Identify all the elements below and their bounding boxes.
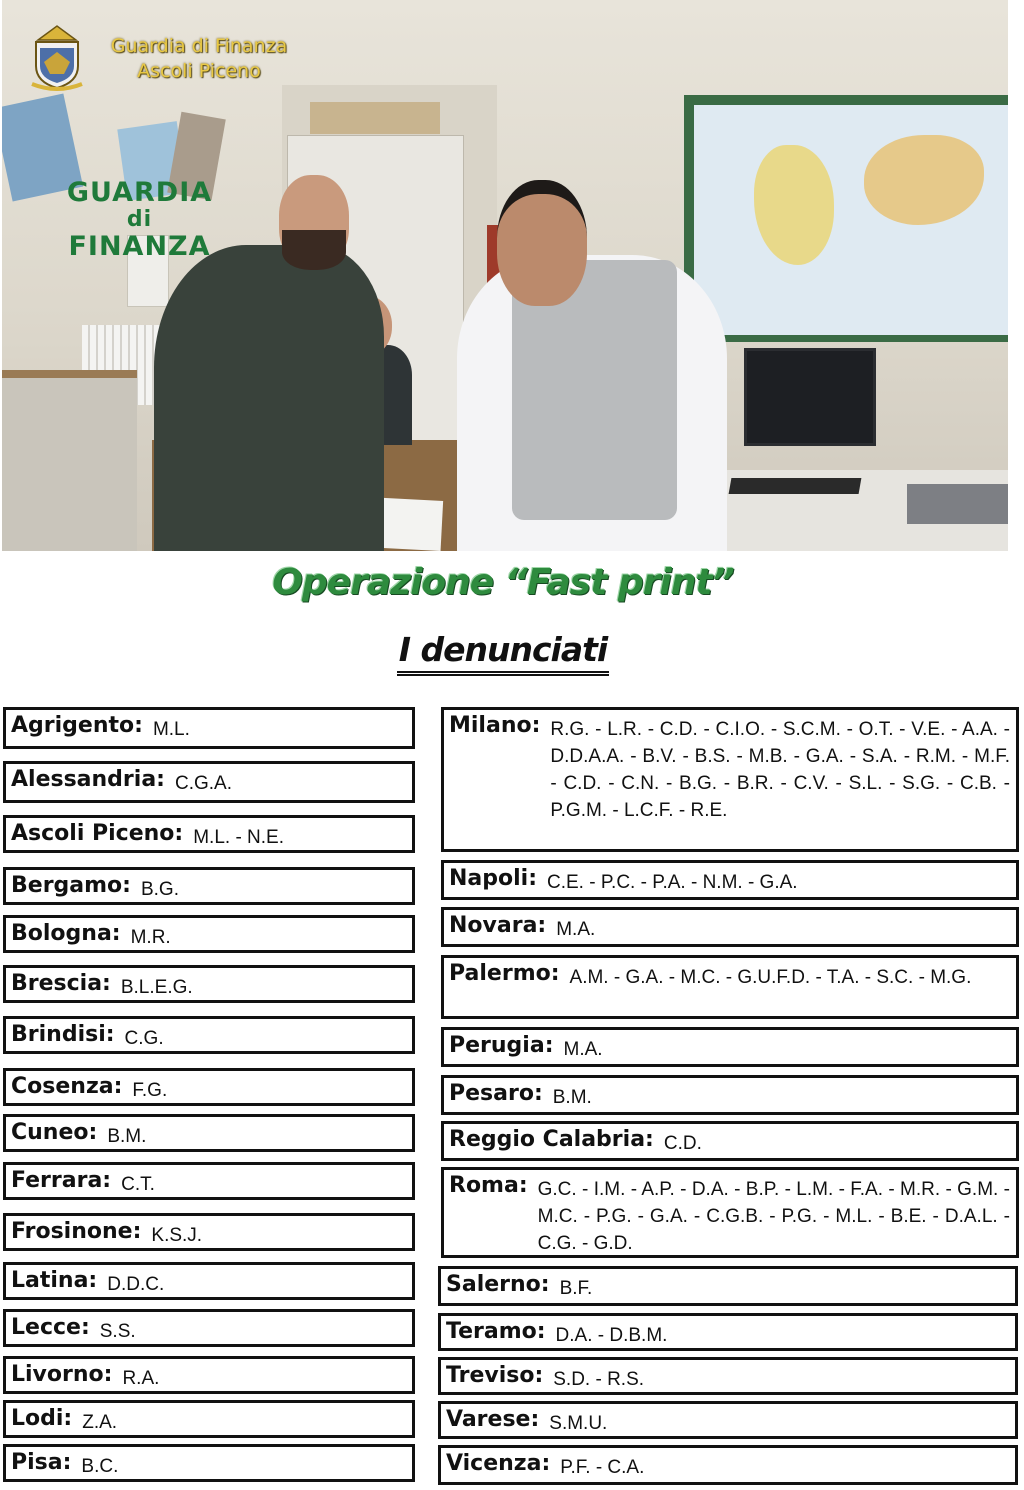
page-title: Operazione “Fast print” — [272, 562, 734, 603]
defendant-initials: F.G. — [132, 1080, 168, 1101]
city-box-latina — [3, 1262, 415, 1300]
defendant-initials: C.G. — [124, 1028, 164, 1049]
side-desk — [2, 370, 137, 551]
defendant-initials: M.L. — [152, 719, 190, 740]
city-box-bergamo — [3, 867, 415, 905]
keyboard — [729, 478, 862, 494]
defendant-initials: B.M. — [107, 1126, 147, 1147]
city-box-vicenza — [438, 1445, 1018, 1485]
city-name: Treviso: — [446, 1363, 544, 1388]
city-box-frosinone — [3, 1213, 415, 1251]
city-box-bologna — [3, 915, 415, 953]
defendant-initials: G.C. - I.M. - A.P. - D.A. - B.P. - L.M. - F.A. - M.R. - G.M. - M.C. - P.G. - G.A. - C.G.B. - P.G. - M.L. - B.E. - D.A.L. - C.G. - G.D. — [537, 1179, 1010, 1254]
defendant-initials: R.A. — [122, 1368, 160, 1389]
city-name: Milano: — [449, 713, 541, 738]
defendant-initials: S.D. - R.S. — [553, 1369, 645, 1390]
city-name: Vicenza: — [446, 1451, 551, 1476]
defendant-initials: M.L. - N.E. — [193, 827, 285, 848]
city-box-ascoli-piceno — [3, 815, 415, 853]
city-name: Pesaro: — [449, 1081, 543, 1106]
city-name: Teramo: — [446, 1319, 546, 1344]
city-box-brindisi — [3, 1016, 415, 1054]
city-box-perugia — [441, 1027, 1019, 1067]
city-name: Palermo: — [449, 961, 560, 986]
city-box-varese — [438, 1401, 1018, 1439]
city-box-livorno — [3, 1356, 415, 1394]
city-box-agrigento — [3, 707, 415, 749]
city-name: Roma: — [449, 1173, 528, 1198]
city-box-roma — [441, 1167, 1019, 1258]
city-name: Frosinone: — [11, 1219, 142, 1244]
city-box-salerno — [438, 1266, 1018, 1306]
defendant-initials: M.A. — [556, 919, 596, 940]
city-box-lecce — [3, 1309, 415, 1347]
city-name: Napoli: — [449, 866, 537, 891]
city-box-cuneo — [3, 1114, 415, 1152]
city-box-ferrara — [3, 1162, 415, 1200]
city-box-teramo — [438, 1313, 1018, 1351]
officer-in-vest — [457, 180, 727, 551]
city-name: Lodi: — [11, 1406, 73, 1431]
watermark — [94, 34, 304, 84]
defendant-initials: B.G. — [140, 879, 179, 900]
watermark-line-1: Guardia di Finanza — [110, 35, 288, 57]
city-name: Perugia: — [449, 1033, 554, 1058]
city-box-pisa — [3, 1444, 415, 1482]
city-name: Ascoli Piceno: — [11, 821, 184, 846]
city-box-novara — [441, 907, 1019, 947]
city-name: Alessandria: — [11, 767, 165, 792]
city-box-pesaro — [441, 1075, 1019, 1115]
defendant-initials: M.A. — [563, 1039, 603, 1060]
city-box-milano — [441, 707, 1019, 852]
vest-lettering: GUARDIA di FINANZA — [66, 177, 213, 262]
city-name: Brindisi: — [11, 1022, 115, 1047]
defendant-initials: S.S. — [99, 1321, 136, 1342]
page-subtitle: I denunciati — [0, 630, 1006, 676]
city-name: Ferrara: — [11, 1168, 112, 1193]
city-box-napoli — [441, 860, 1019, 900]
city-box-reggio-calabria — [441, 1121, 1019, 1161]
city-name: Pisa: — [11, 1450, 72, 1475]
city-box-treviso — [438, 1357, 1018, 1395]
defendant-initials: B.C. — [81, 1456, 119, 1477]
city-name: Bergamo: — [11, 873, 131, 898]
defendant-initials: B.M. — [552, 1087, 592, 1108]
defendant-initials: C.G.A. — [174, 773, 232, 794]
city-name: Agrigento: — [11, 713, 143, 738]
city-box-lodi — [3, 1400, 415, 1438]
defendant-initials: S.M.U. — [549, 1413, 608, 1434]
city-name: Reggio Calabria: — [449, 1127, 654, 1152]
city-name: Bologna: — [11, 921, 121, 946]
defendant-initials: D.A. - D.B.M. — [555, 1325, 668, 1346]
city-name: Latina: — [11, 1268, 98, 1293]
watermark-line-2: Ascoli Piceno — [137, 60, 261, 82]
press-photo — [2, 0, 1008, 551]
city-name: Salerno: — [446, 1272, 550, 1297]
city-box-brescia — [3, 965, 415, 1003]
city-name: Cosenza: — [11, 1074, 123, 1099]
city-name: Brescia: — [11, 971, 111, 996]
city-name: Livorno: — [11, 1362, 113, 1387]
defendant-initials: D.D.C. — [107, 1274, 165, 1295]
defendant-initials: C.E. - P.C. - P.A. - N.M. - G.A. — [547, 872, 798, 893]
defendant-initials: M.R. — [130, 927, 171, 948]
defendant-initials: K.S.J. — [151, 1225, 203, 1246]
defendant-initials: R.G. - L.R. - C.D. - C.I.O. - S.C.M. - O.T. - V.E. - A.A. - D.D.A.A. - B.V. - B.S. - M.B. - G.A. - S.A. - R.M. - M.F. - C.D. - C.N. - B.G. - B.R. - C.V. - S.L. - S.G. - C.B. - P.G.M. - L.C.F. - R.E. — [550, 719, 1010, 821]
cardboard-box — [310, 102, 440, 134]
defendant-initials: C.T. — [121, 1174, 155, 1195]
defendant-initials: P.F. - C.A. — [560, 1457, 645, 1478]
city-box-palermo — [441, 955, 1019, 1019]
city-name: Varese: — [446, 1407, 540, 1432]
city-name: Lecce: — [11, 1315, 90, 1340]
city-box-cosenza — [3, 1068, 415, 1106]
defendant-initials: A.M. - G.A. - M.C. - G.U.F.D. - T.A. - S.C. - M.G. — [569, 967, 972, 988]
defendant-initials: B.F. — [559, 1278, 593, 1299]
laptop — [907, 484, 1008, 524]
defendant-initials: B.L.E.G. — [120, 977, 193, 998]
defendant-initials: Z.A. — [82, 1412, 118, 1433]
city-box-alessandria — [3, 761, 415, 803]
city-name: Novara: — [449, 913, 547, 938]
guardia-di-finanza-crest-icon — [28, 22, 86, 92]
computer-monitor — [744, 348, 876, 446]
defendant-initials: C.D. — [663, 1133, 702, 1154]
city-name: Cuneo: — [11, 1120, 98, 1145]
world-map — [694, 105, 1008, 335]
